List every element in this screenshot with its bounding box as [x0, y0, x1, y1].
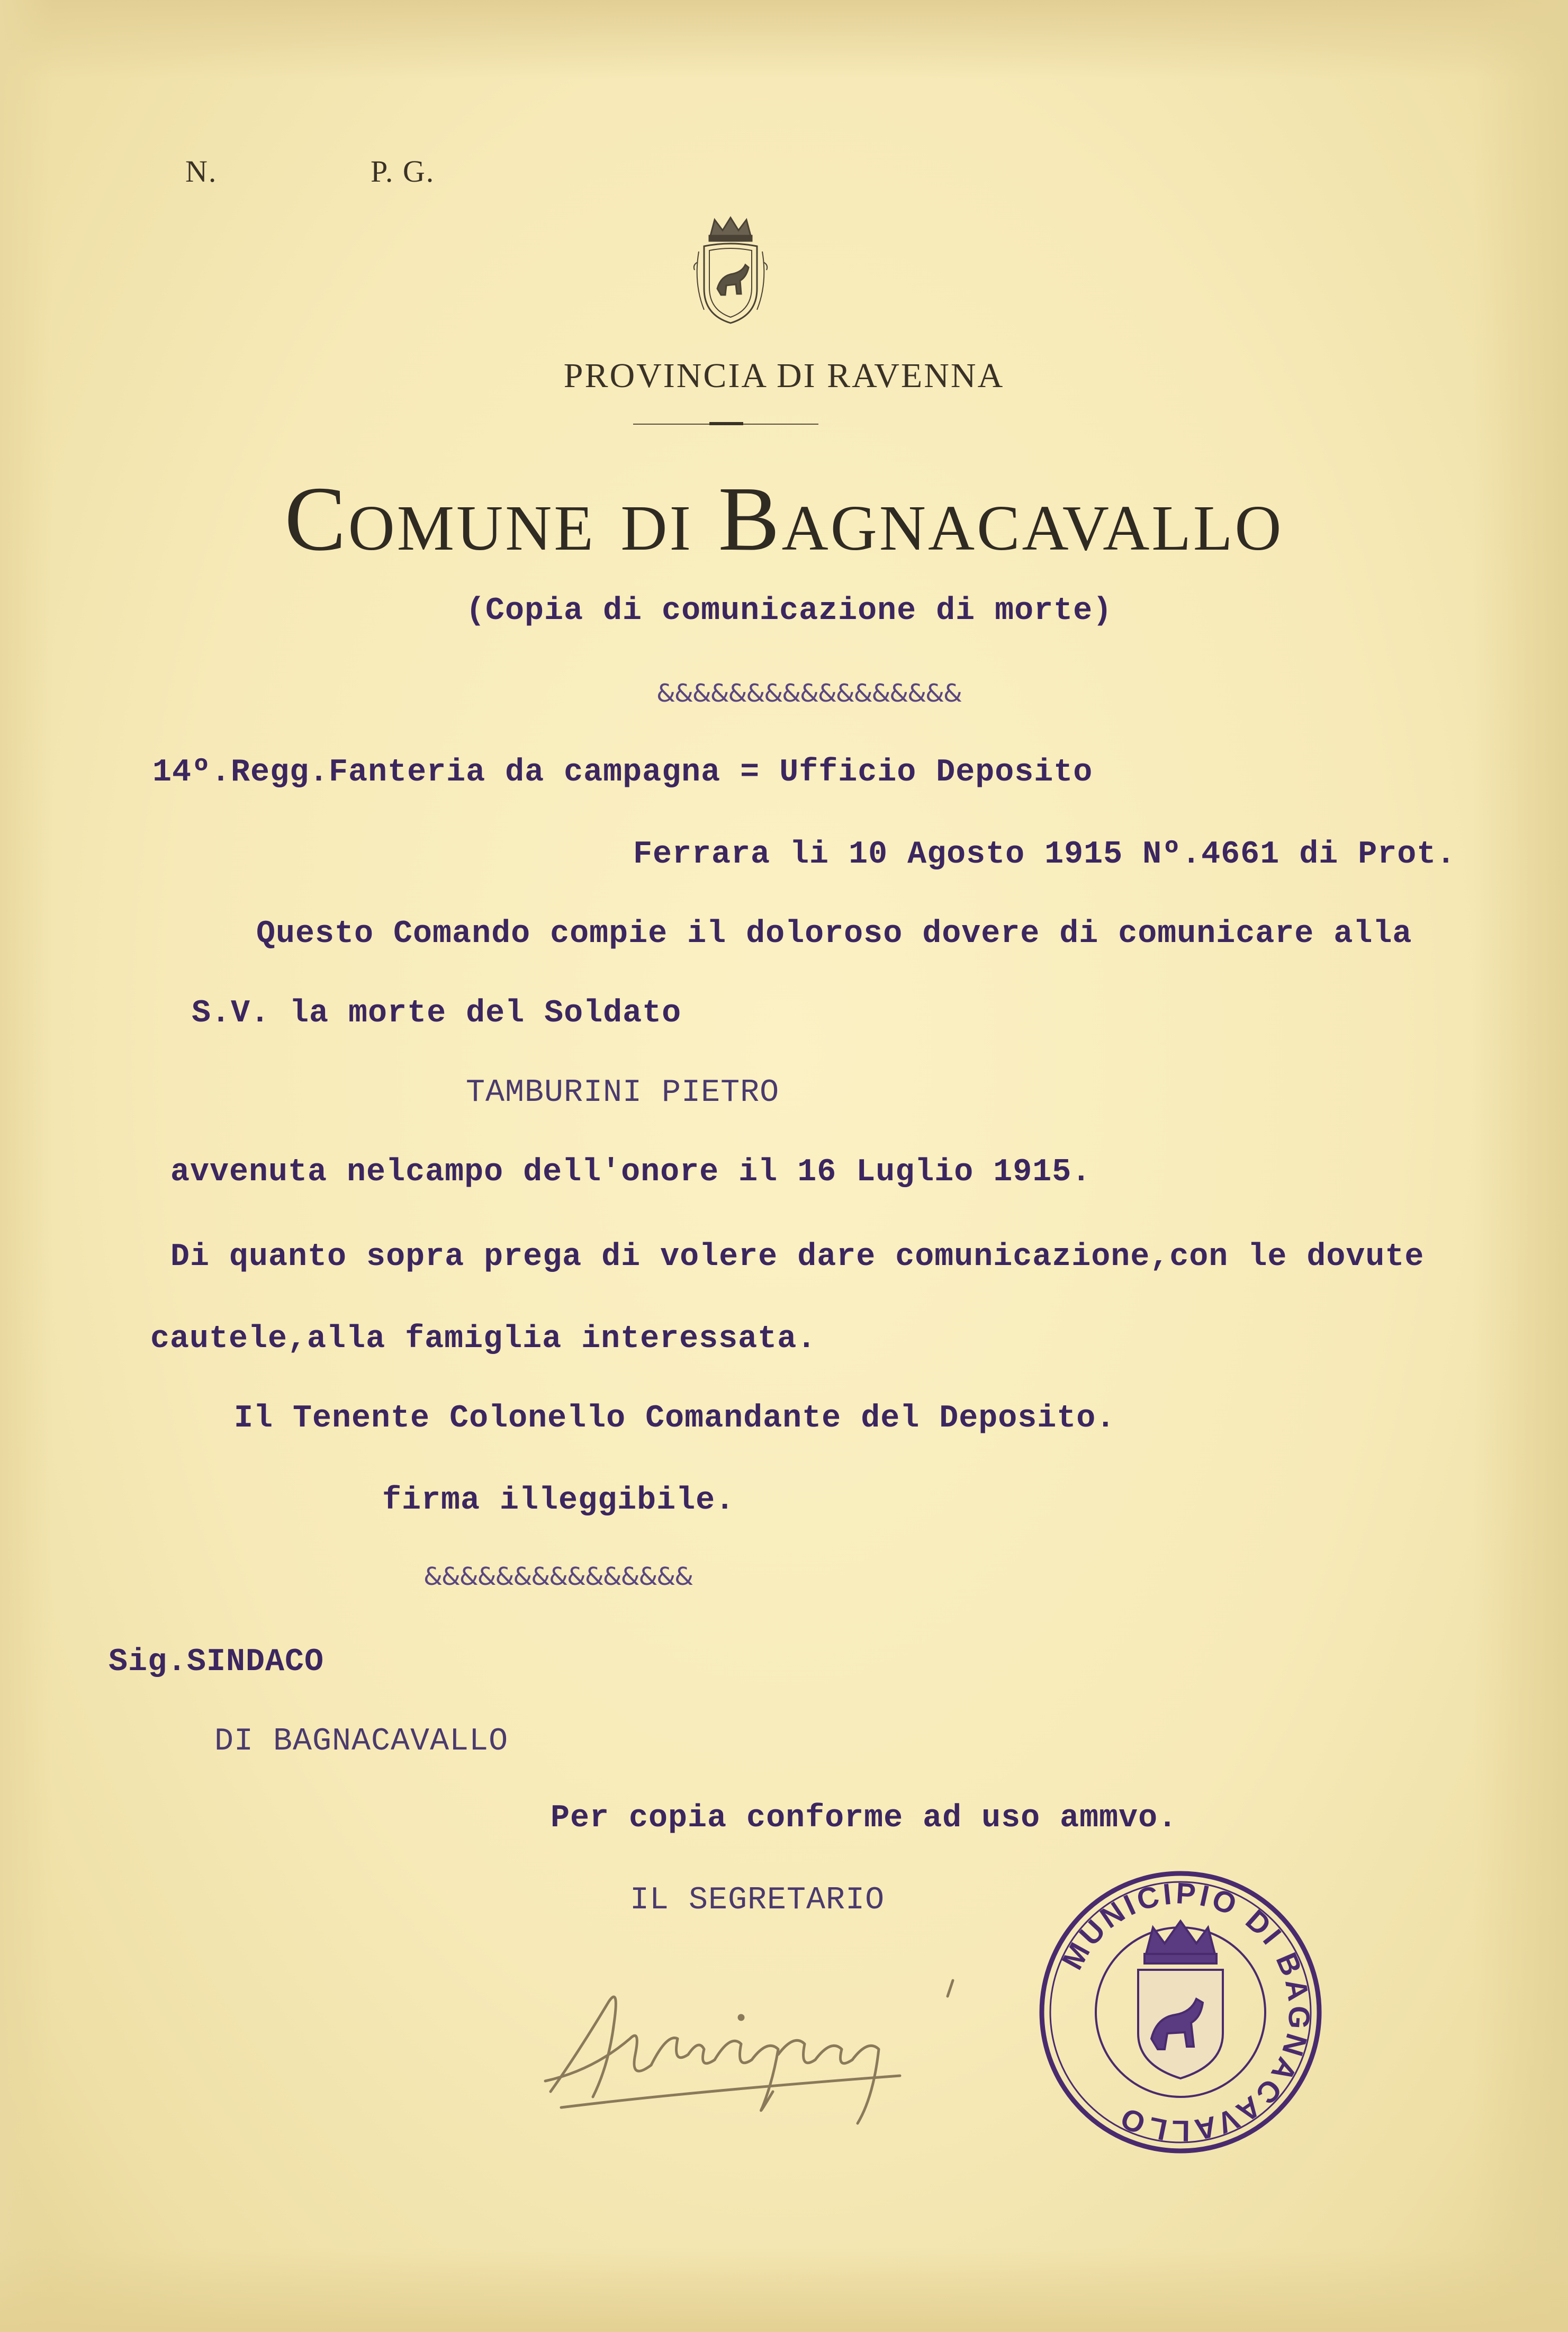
regiment-line: 14º.Regg.Fanteria da campagna = Ufficio Deposito	[152, 755, 1093, 791]
province-heading: PROVINCIA DI RAVENNA	[563, 356, 1005, 395]
divider-ornament	[709, 422, 743, 425]
body-line-4: Di quanto sopra prega di volere dare comunicazione,con le dovute	[170, 1239, 1425, 1275]
paper-edge-top	[0, 0, 1568, 79]
paper-edge-bottom	[0, 2247, 1568, 2332]
ornament-divider-2: &&&&&&&&&&&&&&&	[423, 1562, 693, 1591]
municipality-title: Comune di Bagnacavallo	[284, 468, 1284, 570]
soldier-name: TAMBURINI PIETRO	[466, 1075, 780, 1111]
protocol-number-label: N.	[185, 154, 218, 189]
body-line-3: avvenuta nelcampo dell'onore il 16 Luglio 1915.	[170, 1154, 1092, 1190]
place-date-line: Ferrara li 10 Agosto 1915 Nº.4661 di Prot.	[633, 837, 1456, 873]
recipient-line-2: DI BAGNACAVALLO	[214, 1724, 509, 1760]
stamp-text: MUNICIPIO DI BAGNACAVALLO	[1055, 1876, 1317, 2148]
paper-edge-right	[1473, 0, 1568, 2332]
body-line-1: Questo Comando compie il doloroso dovere di comunicare alla	[256, 916, 1412, 952]
ornament-divider-1: &&&&&&&&&&&&&&&&&	[656, 679, 961, 707]
coat-of-arms-icon	[683, 214, 778, 334]
signature-note: firma illeggibile.	[382, 1483, 735, 1519]
secretary-label: IL SEGRETARIO	[630, 1882, 885, 1918]
protocol-pg-label: P. G.	[371, 154, 435, 189]
paper-edge-left	[0, 0, 53, 2332]
document-subtitle: (Copia di comunicazione di morte)	[466, 593, 1113, 629]
signer-title: Il Tenente Colonello Comandante del Deposito.	[234, 1401, 1116, 1437]
body-line-2: S.V. la morte del Soldato	[192, 995, 682, 1032]
body-line-5: cautele,alla famiglia interessata.	[150, 1321, 817, 1357]
municipal-stamp	[1032, 1864, 1329, 2163]
certification-line: Per copia conforme ad uso ammvo.	[551, 1800, 1178, 1836]
handwritten-signature	[529, 1959, 985, 2131]
recipient-line-1: Sig.SINDACO	[109, 1644, 325, 1680]
